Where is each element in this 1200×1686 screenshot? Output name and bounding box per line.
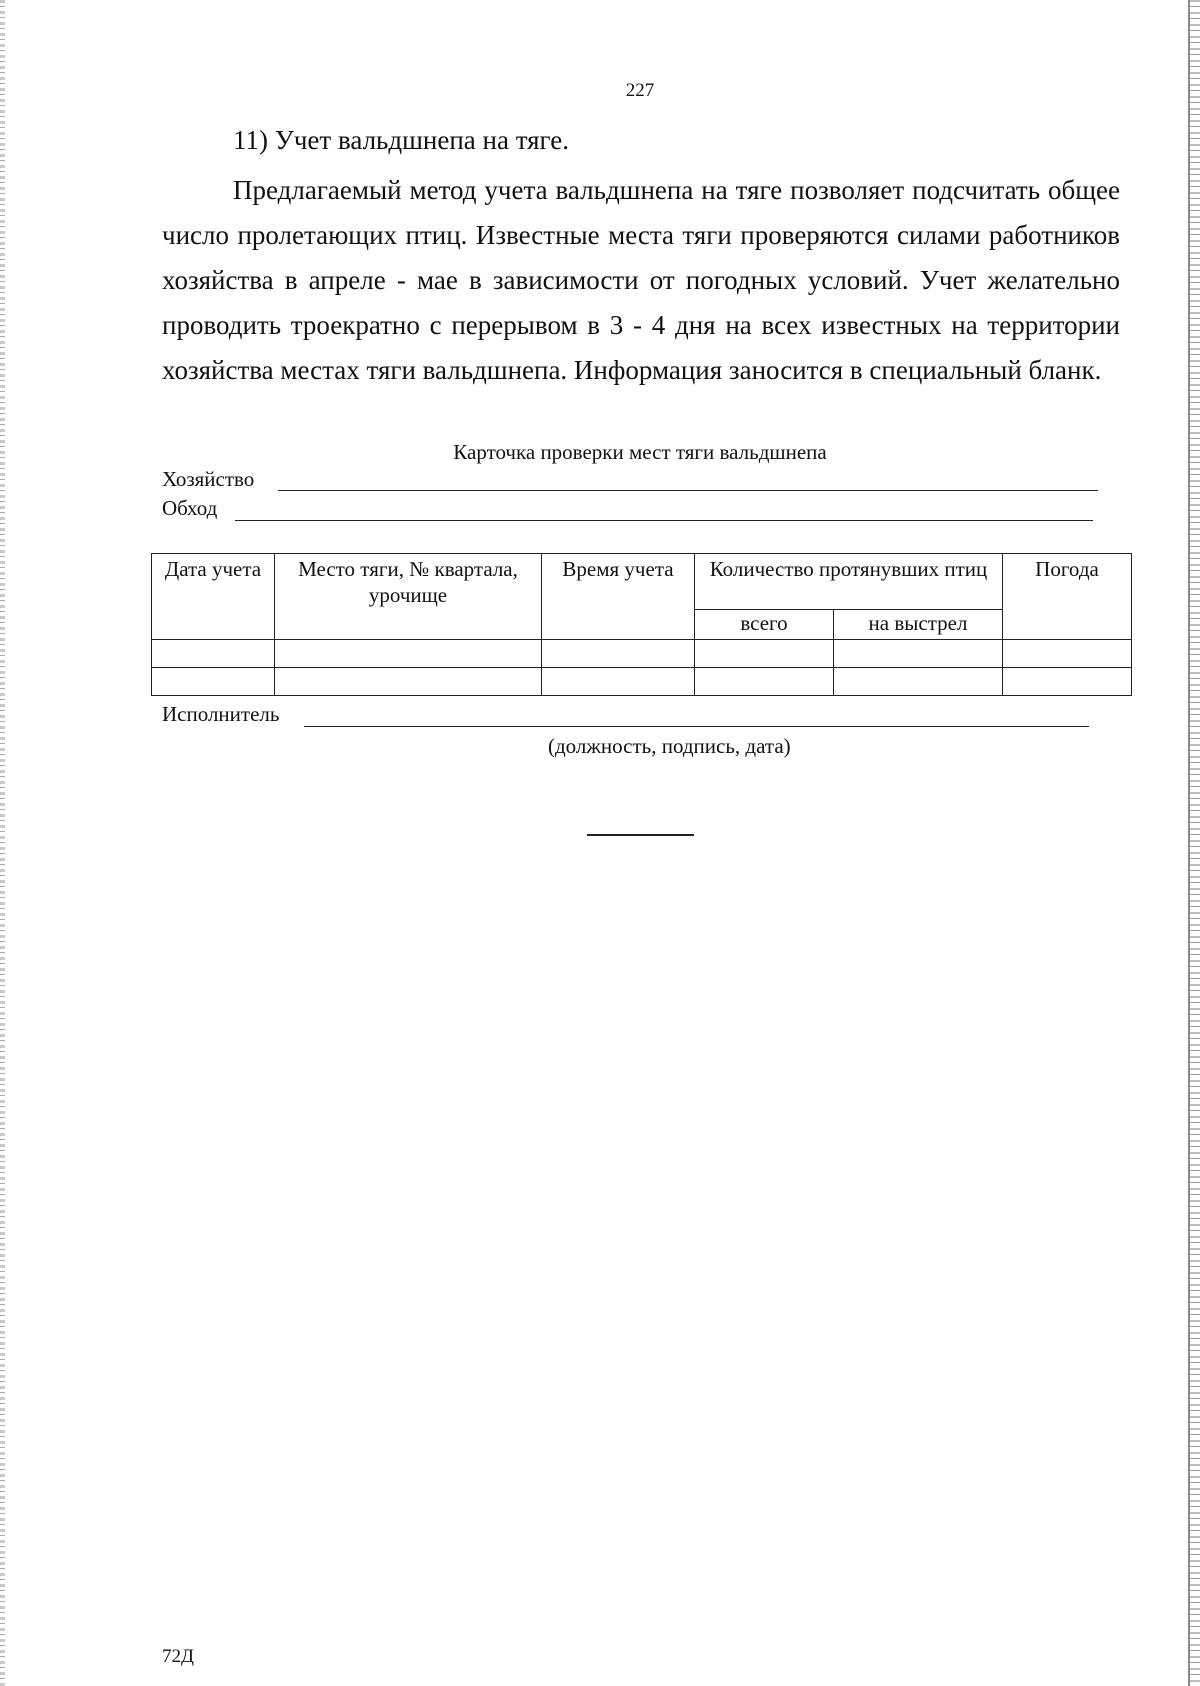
table-cell[interactable] — [275, 668, 542, 696]
round-field-line[interactable] — [235, 520, 1093, 521]
scan-edge-right — [1188, 0, 1200, 1686]
scan-edge-left — [0, 0, 5, 1686]
table-cell[interactable] — [542, 640, 695, 668]
executor-line[interactable] — [304, 726, 1089, 727]
header-date: Дата учета — [152, 554, 275, 640]
table-cell[interactable] — [695, 640, 834, 668]
body-paragraph: Предлагаемый метод учета вальдшнепа на тяге позволяет подсчитать общее число пролетающих птиц. Известные места тяги проверяются силами работников хозяйства в апреле - мае в зависимости от погодных условий. Учет желательно проводить троекратно с перерывом в 3 - 4 дня на всех известных на территории хозяйства местах тяги вальдшнепа. Информация заносится в специальный бланк. — [162, 175, 1120, 385]
section-heading: 11) Учет вальдшнепа на тяге. — [233, 125, 570, 155]
header-birds-count: Количество протянувших птиц — [695, 554, 1003, 610]
table-row — [152, 640, 1132, 668]
table-cell[interactable] — [542, 668, 695, 696]
header-place: Место тяги, № квартала, урочище — [275, 554, 542, 640]
farm-field-line[interactable] — [278, 490, 1098, 491]
card-title: Карточка проверки мест тяги вальдшнепа — [453, 440, 827, 464]
header-weather: Погода — [1003, 554, 1132, 640]
table-cell[interactable] — [1003, 640, 1132, 668]
table-cell[interactable] — [152, 668, 275, 696]
header-total: всего — [695, 610, 834, 640]
round-field-label: Обход — [162, 496, 218, 520]
table-cell[interactable] — [834, 668, 1003, 696]
header-in-range: на выстрел — [834, 610, 1003, 640]
table-cell[interactable] — [834, 640, 1003, 668]
table-row — [152, 668, 1132, 696]
table-cell[interactable] — [152, 640, 275, 668]
table-cell[interactable] — [1003, 668, 1132, 696]
card-table — [151, 553, 1132, 696]
table-cell[interactable] — [275, 640, 542, 668]
page-number: 227 — [625, 80, 655, 101]
footer-code: 72Д — [162, 1646, 194, 1667]
end-rule — [587, 834, 694, 836]
table-cell[interactable] — [695, 668, 834, 696]
executor-caption: (должность, подпись, дата) — [548, 734, 791, 758]
executor-label: Исполнитель — [162, 702, 280, 726]
header-time: Время учета — [542, 554, 695, 640]
farm-field-label: Хозяйство — [162, 467, 255, 491]
